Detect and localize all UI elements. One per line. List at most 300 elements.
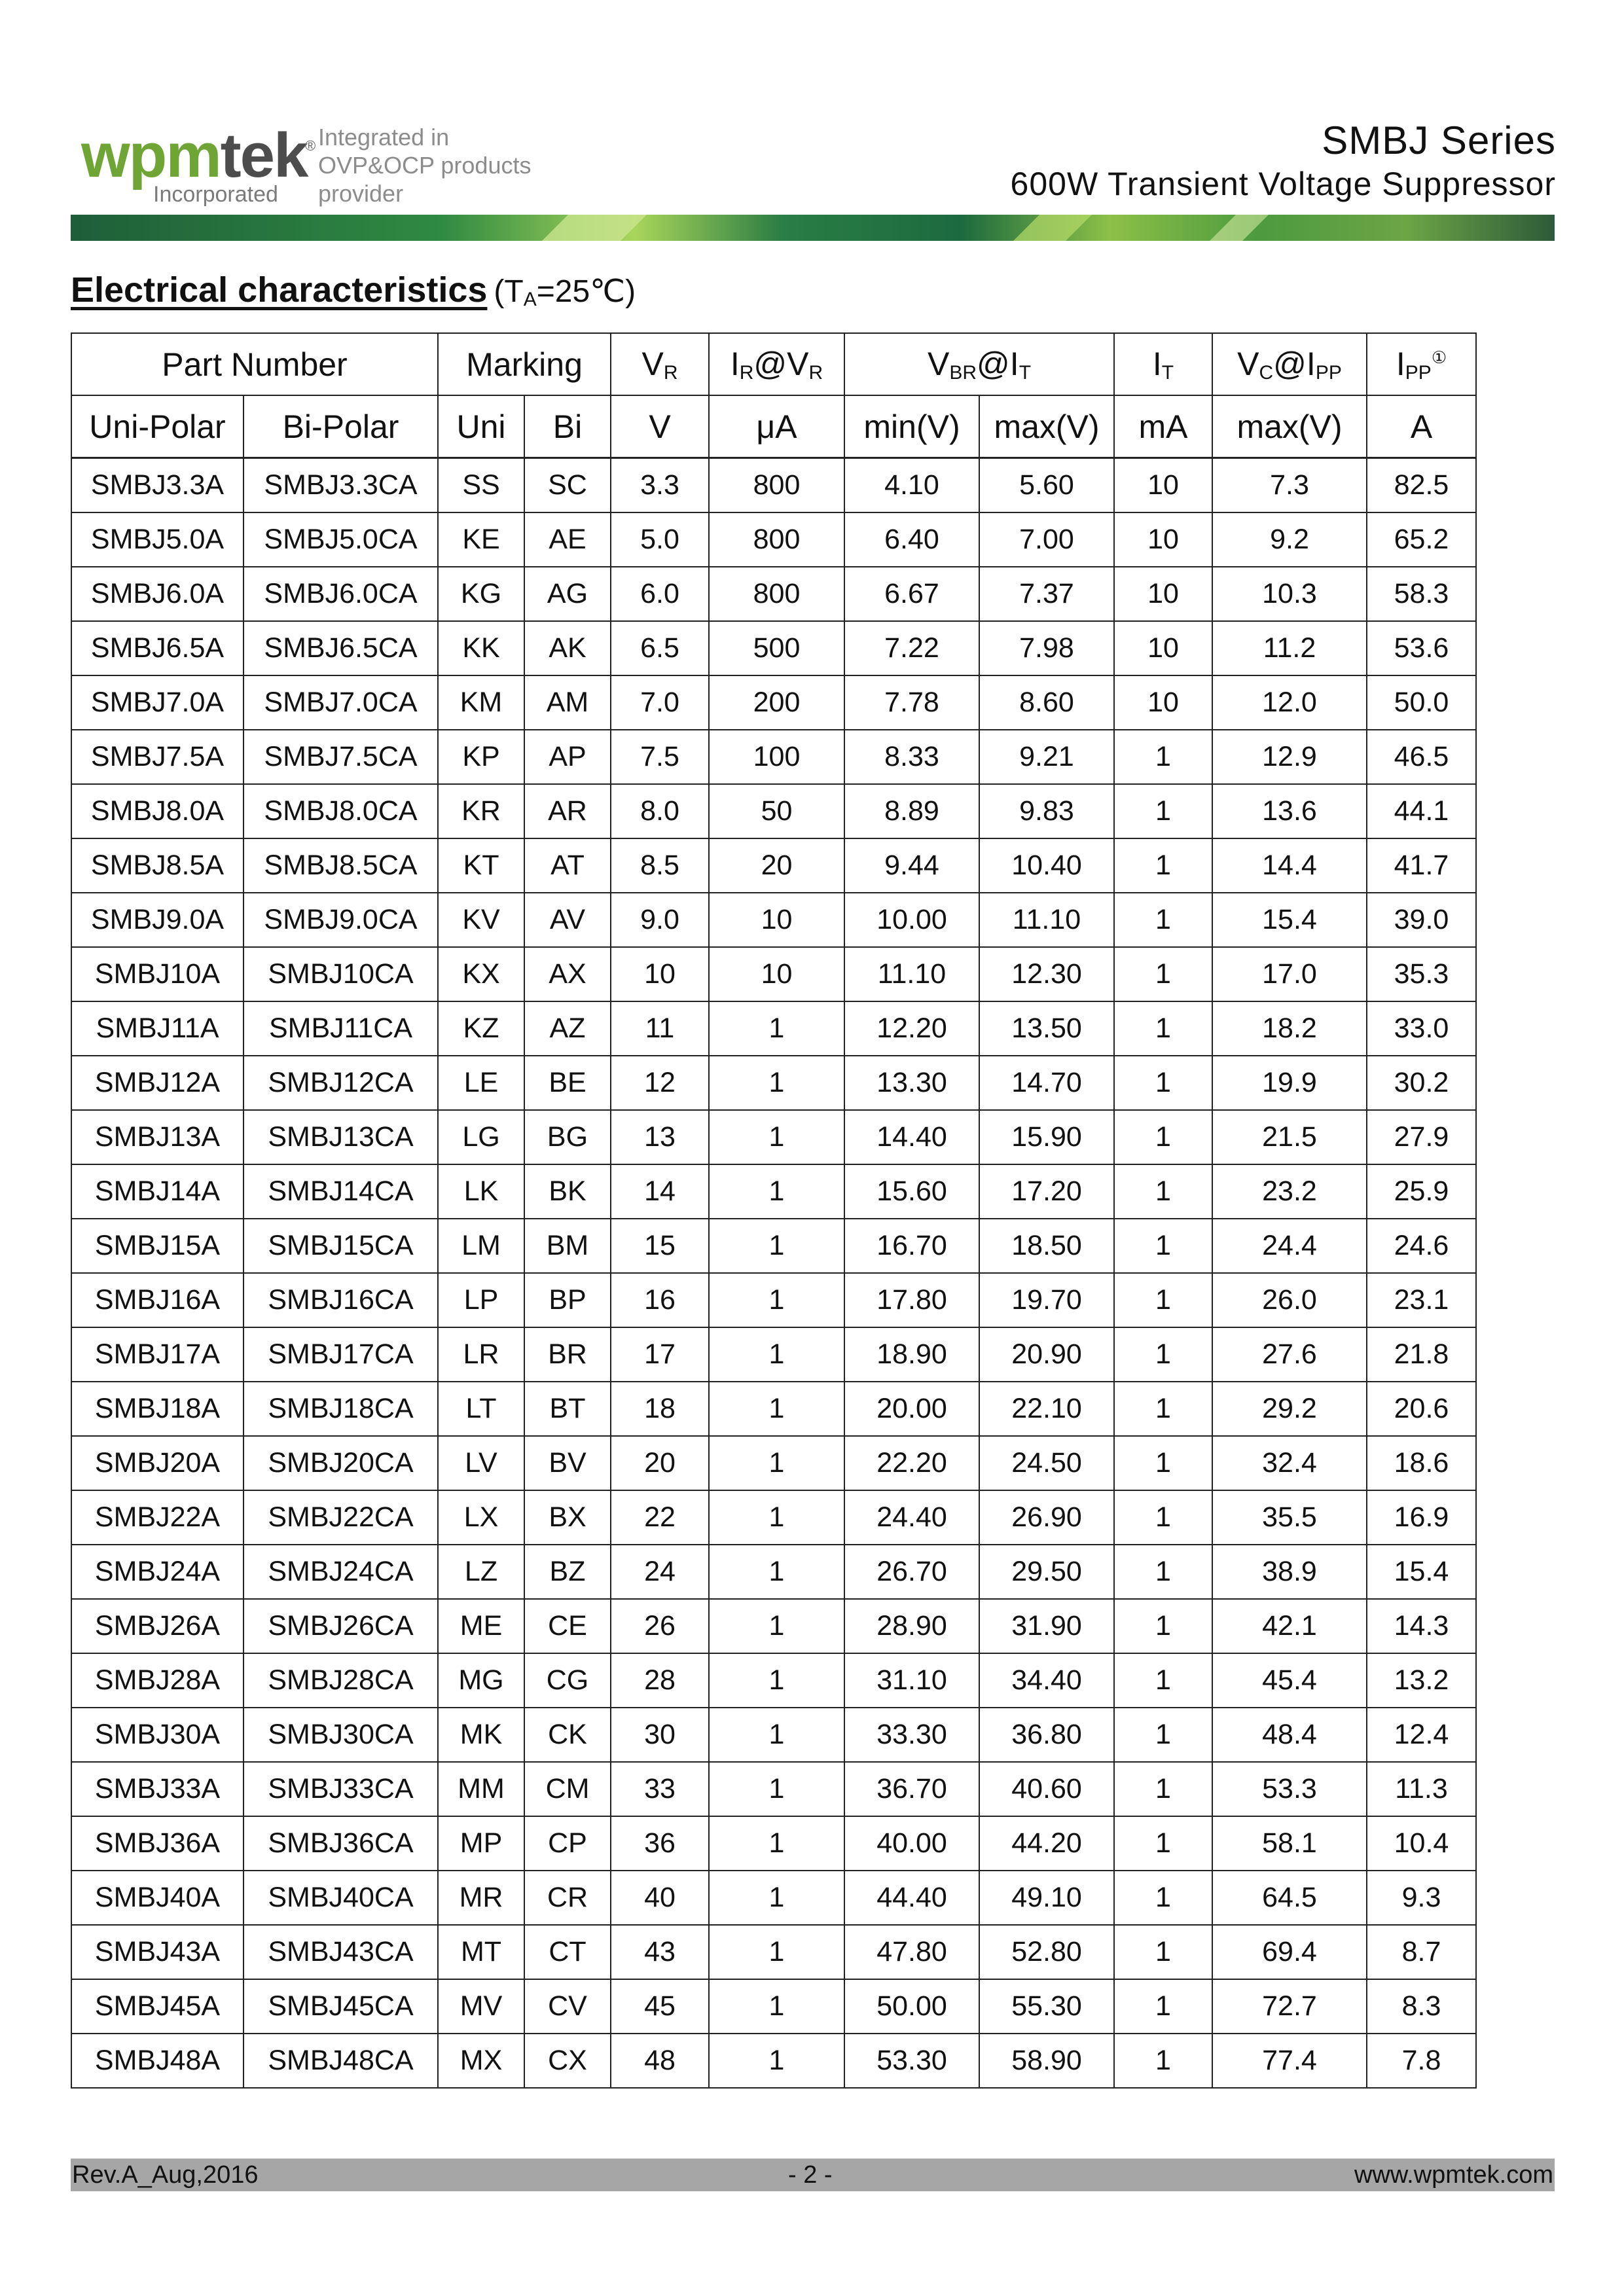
cell-uni-polar-part: SMBJ12A: [71, 1056, 244, 1110]
cell-vr: 15: [611, 1219, 709, 1273]
header-row-units: [71, 395, 1476, 458]
cell-ir: 1: [709, 1599, 844, 1653]
cell-vbr-max: 7.98: [979, 621, 1114, 675]
cell-uni-polar-part: SMBJ14A: [71, 1164, 244, 1219]
cell-vbr-min: 12.20: [844, 1001, 979, 1056]
cell-vbr-max: 7.37: [979, 567, 1114, 621]
cell-it: 1: [1114, 947, 1212, 1001]
cell-vc-max: 35.5: [1212, 1490, 1367, 1545]
cell-vc-max: 27.6: [1212, 1327, 1367, 1382]
logo-incorporated: Incorporated: [153, 182, 278, 207]
header-it: $I_T$: [1114, 333, 1212, 395]
cell-vr: 14: [611, 1164, 709, 1219]
cell-marking-bi: BE: [524, 1056, 611, 1110]
cell-vbr-max: 13.50: [979, 1001, 1114, 1056]
table-row: [71, 838, 1476, 893]
cell-marking-bi: CR: [524, 1871, 611, 1925]
cell-bi-polar-part: SMBJ13CA: [244, 1110, 438, 1164]
cell-ir: 10: [709, 947, 844, 1001]
cell-ipp: 25.9: [1367, 1164, 1476, 1219]
cell-bi-polar-part: SMBJ16CA: [244, 1273, 438, 1327]
cell-uni-polar-part: SMBJ33A: [71, 1762, 244, 1816]
cell-it: 1: [1114, 893, 1212, 947]
cell-ipp: 13.2: [1367, 1653, 1476, 1708]
table-row: [71, 1490, 1476, 1545]
cell-vc-max: 64.5: [1212, 1871, 1367, 1925]
cell-ir: 1: [709, 1653, 844, 1708]
cell-marking-bi: AZ: [524, 1001, 611, 1056]
cell-bi-polar-part: SMBJ28CA: [244, 1653, 438, 1708]
cell-vr: 8.0: [611, 784, 709, 838]
section-heading: [71, 267, 636, 323]
cell-it: 1: [1114, 1436, 1212, 1490]
cell-marking-uni: KV: [438, 893, 524, 947]
cell-vr: 7.5: [611, 730, 709, 784]
cell-vc-max: 72.7: [1212, 1979, 1367, 2034]
cell-uni-polar-part: SMBJ6.5A: [71, 621, 244, 675]
cell-vc-max: 48.4: [1212, 1708, 1367, 1762]
cell-vc-max: 17.0: [1212, 947, 1367, 1001]
cell-uni-polar-part: SMBJ15A: [71, 1219, 244, 1273]
cell-marking-bi: AK: [524, 621, 611, 675]
cell-ipp: 18.6: [1367, 1436, 1476, 1490]
cell-vbr-max: 19.70: [979, 1273, 1114, 1327]
cell-marking-bi: CP: [524, 1816, 611, 1871]
cell-vbr-min: 44.40: [844, 1871, 979, 1925]
table-row: [71, 1164, 1476, 1219]
section-title: Electrical characteristics: [71, 270, 488, 310]
subheader-vbr-max: max(V): [979, 395, 1114, 458]
cell-ipp: 11.3: [1367, 1762, 1476, 1816]
cell-vbr-max: 36.80: [979, 1708, 1114, 1762]
cell-uni-polar-part: SMBJ6.0A: [71, 567, 244, 621]
cell-ipp: 82.5: [1367, 458, 1476, 513]
cell-marking-uni: KT: [438, 838, 524, 893]
cell-bi-polar-part: SMBJ33CA: [244, 1762, 438, 1816]
cell-vr: 43: [611, 1925, 709, 1979]
cell-vbr-max: 52.80: [979, 1925, 1114, 1979]
table-row: [71, 1871, 1476, 1925]
cell-it: 10: [1114, 567, 1212, 621]
header-marking: Marking: [438, 333, 611, 395]
cell-ir: 800: [709, 567, 844, 621]
cell-marking-bi: BV: [524, 1436, 611, 1490]
cell-it: 10: [1114, 675, 1212, 730]
cell-vbr-max: 29.50: [979, 1545, 1114, 1599]
cell-ipp: 15.4: [1367, 1545, 1476, 1599]
cell-marking-bi: AV: [524, 893, 611, 947]
table-row: [71, 784, 1476, 838]
cell-uni-polar-part: SMBJ9.0A: [71, 893, 244, 947]
footer-website[interactable]: www.wpmtek.com: [1354, 2161, 1553, 2189]
cell-ir: 1: [709, 1056, 844, 1110]
subheader-bi-polar: Bi-Polar: [244, 395, 438, 458]
cell-ipp: 7.8: [1367, 2034, 1476, 2088]
cell-ipp: 8.3: [1367, 1979, 1476, 2034]
table-row: [71, 1001, 1476, 1056]
cell-uni-polar-part: SMBJ40A: [71, 1871, 244, 1925]
cell-ir: 10: [709, 893, 844, 947]
cell-vbr-min: 50.00: [844, 1979, 979, 2034]
cell-vbr-min: 17.80: [844, 1273, 979, 1327]
table-row: [71, 1599, 1476, 1653]
cell-ipp: 10.4: [1367, 1816, 1476, 1871]
cell-vbr-min: 22.20: [844, 1436, 979, 1490]
cell-uni-polar-part: SMBJ45A: [71, 1979, 244, 2034]
cell-it: 1: [1114, 1653, 1212, 1708]
cell-ir: 800: [709, 458, 844, 513]
subheader-uni-polar: Uni-Polar: [71, 395, 244, 458]
subheader-it-unit: mA: [1114, 395, 1212, 458]
table-row: [71, 1382, 1476, 1436]
cell-vbr-max: 9.21: [979, 730, 1114, 784]
table-row: [71, 1219, 1476, 1273]
cell-vbr-max: 44.20: [979, 1816, 1114, 1871]
cell-vc-max: 23.2: [1212, 1164, 1367, 1219]
cell-it: 1: [1114, 1327, 1212, 1382]
cell-vc-max: 7.3: [1212, 458, 1367, 513]
table-row: [71, 675, 1476, 730]
cell-it: 1: [1114, 1979, 1212, 2034]
cell-vbr-max: 40.60: [979, 1762, 1114, 1816]
cell-bi-polar-part: SMBJ8.0CA: [244, 784, 438, 838]
cell-ir: 1: [709, 1545, 844, 1599]
cell-marking-uni: KZ: [438, 1001, 524, 1056]
cell-marking-uni: MX: [438, 2034, 524, 2088]
cell-bi-polar-part: SMBJ40CA: [244, 1871, 438, 1925]
footer-revision: Rev.A_Aug,2016: [72, 2161, 259, 2189]
table-row: [71, 1979, 1476, 2034]
cell-ipp: 30.2: [1367, 1056, 1476, 1110]
series-subtitle: 600W Transient Voltage Suppressor: [1010, 166, 1556, 202]
cell-vbr-max: 49.10: [979, 1871, 1114, 1925]
cell-bi-polar-part: SMBJ45CA: [244, 1979, 438, 2034]
cell-vc-max: 15.4: [1212, 893, 1367, 947]
cell-uni-polar-part: SMBJ22A: [71, 1490, 244, 1545]
logo-wordmark: wpmtek: [81, 120, 308, 190]
cell-vc-max: 19.9: [1212, 1056, 1367, 1110]
cell-vbr-max: 8.60: [979, 675, 1114, 730]
cell-marking-bi: BZ: [524, 1545, 611, 1599]
cell-uni-polar-part: SMBJ30A: [71, 1708, 244, 1762]
cell-vbr-min: 8.33: [844, 730, 979, 784]
cell-ipp: 58.3: [1367, 567, 1476, 621]
cell-ir: 1: [709, 1816, 844, 1871]
cell-vbr-min: 7.78: [844, 675, 979, 730]
cell-vbr-max: 11.10: [979, 893, 1114, 947]
table-body: [71, 458, 1476, 2089]
subheader-ipp-unit: A: [1367, 395, 1476, 458]
cell-vr: 18: [611, 1382, 709, 1436]
cell-uni-polar-part: SMBJ5.0A: [71, 512, 244, 567]
cell-marking-uni: LK: [438, 1164, 524, 1219]
cell-marking-uni: LP: [438, 1273, 524, 1327]
cell-vbr-min: 15.60: [844, 1164, 979, 1219]
cell-ir: 100: [709, 730, 844, 784]
cell-bi-polar-part: SMBJ6.0CA: [244, 567, 438, 621]
cell-it: 1: [1114, 1599, 1212, 1653]
cell-marking-uni: SS: [438, 458, 524, 513]
cell-vc-max: 42.1: [1212, 1599, 1367, 1653]
header-part-number: Part Number: [71, 333, 438, 395]
cell-vc-max: 12.0: [1212, 675, 1367, 730]
cell-vc-max: 45.4: [1212, 1653, 1367, 1708]
cell-marking-uni: ME: [438, 1599, 524, 1653]
table-row: [71, 458, 1476, 513]
header-vc-at-ipp: $V_C@I_{PP}$: [1212, 333, 1367, 395]
cell-it: 1: [1114, 1762, 1212, 1816]
cell-it: 1: [1114, 1490, 1212, 1545]
cell-ir: 800: [709, 512, 844, 567]
cell-vr: 24: [611, 1545, 709, 1599]
cell-bi-polar-part: SMBJ15CA: [244, 1219, 438, 1273]
subheader-vr-unit: V: [611, 395, 709, 458]
cell-ir: 200: [709, 675, 844, 730]
cell-vbr-min: 20.00: [844, 1382, 979, 1436]
cell-marking-bi: AP: [524, 730, 611, 784]
header-vbr-at-it: $V_{BR}@I_T$: [844, 333, 1114, 395]
electrical-characteristics-table: [71, 332, 1477, 2089]
cell-vr: 12: [611, 1056, 709, 1110]
cell-ipp: 33.0: [1367, 1001, 1476, 1056]
cell-vc-max: 53.3: [1212, 1762, 1367, 1816]
table-row: [71, 1110, 1476, 1164]
cell-it: 1: [1114, 784, 1212, 838]
cell-it: 1: [1114, 1871, 1212, 1925]
cell-ir: 1: [709, 1164, 844, 1219]
cell-vr: 11: [611, 1001, 709, 1056]
cell-marking-bi: CG: [524, 1653, 611, 1708]
cell-vbr-min: 47.80: [844, 1925, 979, 1979]
cell-ir: 1: [709, 1327, 844, 1382]
cell-vbr-max: 22.10: [979, 1382, 1114, 1436]
cell-marking-bi: CV: [524, 1979, 611, 2034]
section-condition: $(T_A=25℃)$: [494, 274, 636, 310]
cell-vbr-min: 33.30: [844, 1708, 979, 1762]
cell-vbr-min: 36.70: [844, 1762, 979, 1816]
cell-vbr-min: 13.30: [844, 1056, 979, 1110]
cell-it: 1: [1114, 1273, 1212, 1327]
cell-uni-polar-part: SMBJ7.0A: [71, 675, 244, 730]
cell-vr: 22: [611, 1490, 709, 1545]
cell-ir: 1: [709, 1273, 844, 1327]
cell-uni-polar-part: SMBJ43A: [71, 1925, 244, 1979]
cell-ir: 1: [709, 1979, 844, 2034]
table-row: [71, 2034, 1476, 2088]
cell-marking-bi: CM: [524, 1762, 611, 1816]
cell-vr: 3.3: [611, 458, 709, 513]
cell-marking-uni: MR: [438, 1871, 524, 1925]
cell-marking-bi: CT: [524, 1925, 611, 1979]
cell-marking-uni: KX: [438, 947, 524, 1001]
cell-marking-uni: LM: [438, 1219, 524, 1273]
cell-it: 10: [1114, 512, 1212, 567]
cell-uni-polar-part: SMBJ18A: [71, 1382, 244, 1436]
table-row: [71, 1708, 1476, 1762]
cell-vbr-max: 5.60: [979, 458, 1114, 513]
header-stripe: [71, 215, 1555, 241]
cell-marking-uni: MG: [438, 1653, 524, 1708]
cell-vr: 5.0: [611, 512, 709, 567]
cell-marking-uni: MT: [438, 1925, 524, 1979]
cell-vbr-max: 17.20: [979, 1164, 1114, 1219]
cell-vbr-max: 15.90: [979, 1110, 1114, 1164]
cell-it: 10: [1114, 621, 1212, 675]
cell-bi-polar-part: SMBJ8.5CA: [244, 838, 438, 893]
cell-marking-uni: LT: [438, 1382, 524, 1436]
cell-bi-polar-part: SMBJ6.5CA: [244, 621, 438, 675]
cell-vr: 26: [611, 1599, 709, 1653]
cell-vr: 40: [611, 1871, 709, 1925]
cell-vbr-min: 4.10: [844, 458, 979, 513]
company-logo: [81, 120, 323, 209]
cell-ipp: 46.5: [1367, 730, 1476, 784]
cell-vbr-min: 53.30: [844, 2034, 979, 2088]
cell-ir: 1: [709, 1490, 844, 1545]
cell-marking-bi: BK: [524, 1164, 611, 1219]
cell-marking-uni: MV: [438, 1979, 524, 2034]
cell-ir: 1: [709, 1436, 844, 1490]
table-row: [71, 567, 1476, 621]
cell-marking-uni: MM: [438, 1762, 524, 1816]
cell-uni-polar-part: SMBJ28A: [71, 1653, 244, 1708]
cell-marking-bi: AX: [524, 947, 611, 1001]
cell-vbr-min: 14.40: [844, 1110, 979, 1164]
cell-uni-polar-part: SMBJ24A: [71, 1545, 244, 1599]
cell-marking-bi: BX: [524, 1490, 611, 1545]
cell-marking-bi: BR: [524, 1327, 611, 1382]
cell-uni-polar-part: SMBJ16A: [71, 1273, 244, 1327]
table-row: [71, 1816, 1476, 1871]
cell-ipp: 14.3: [1367, 1599, 1476, 1653]
cell-bi-polar-part: SMBJ7.0CA: [244, 675, 438, 730]
cell-ir: 1: [709, 1925, 844, 1979]
cell-ir: 1: [709, 1219, 844, 1273]
cell-vbr-max: 24.50: [979, 1436, 1114, 1490]
cell-it: 1: [1114, 1816, 1212, 1871]
cell-vr: 8.5: [611, 838, 709, 893]
cell-marking-uni: LE: [438, 1056, 524, 1110]
cell-ipp: 39.0: [1367, 893, 1476, 947]
cell-marking-uni: LX: [438, 1490, 524, 1545]
cell-bi-polar-part: SMBJ10CA: [244, 947, 438, 1001]
cell-ir: 500: [709, 621, 844, 675]
cell-it: 1: [1114, 1382, 1212, 1436]
cell-vr: 33: [611, 1762, 709, 1816]
cell-marking-uni: LZ: [438, 1545, 524, 1599]
cell-uni-polar-part: SMBJ11A: [71, 1001, 244, 1056]
cell-ipp: 20.6: [1367, 1382, 1476, 1436]
cell-bi-polar-part: SMBJ5.0CA: [244, 512, 438, 567]
cell-vr: 10: [611, 947, 709, 1001]
cell-vr: 6.5: [611, 621, 709, 675]
cell-vbr-max: 55.30: [979, 1979, 1114, 2034]
subheader-marking-uni: Uni: [438, 395, 524, 458]
table-row: [71, 893, 1476, 947]
cell-it: 1: [1114, 1219, 1212, 1273]
table-row: [71, 1653, 1476, 1708]
cell-marking-bi: AR: [524, 784, 611, 838]
cell-bi-polar-part: SMBJ14CA: [244, 1164, 438, 1219]
cell-it: 1: [1114, 1164, 1212, 1219]
cell-bi-polar-part: SMBJ30CA: [244, 1708, 438, 1762]
cell-marking-uni: KM: [438, 675, 524, 730]
cell-ipp: 8.7: [1367, 1925, 1476, 1979]
cell-marking-bi: CE: [524, 1599, 611, 1653]
cell-uni-polar-part: SMBJ26A: [71, 1599, 244, 1653]
cell-vr: 6.0: [611, 567, 709, 621]
cell-vr: 36: [611, 1816, 709, 1871]
cell-bi-polar-part: SMBJ12CA: [244, 1056, 438, 1110]
cell-marking-bi: AT: [524, 838, 611, 893]
cell-vc-max: 38.9: [1212, 1545, 1367, 1599]
cell-vbr-max: 31.90: [979, 1599, 1114, 1653]
cell-it: 1: [1114, 2034, 1212, 2088]
table-row: [71, 1436, 1476, 1490]
cell-vbr-max: 26.90: [979, 1490, 1114, 1545]
cell-marking-uni: LV: [438, 1436, 524, 1490]
cell-vc-max: 10.3: [1212, 567, 1367, 621]
cell-ir: 1: [709, 1110, 844, 1164]
cell-marking-bi: BT: [524, 1382, 611, 1436]
cell-uni-polar-part: SMBJ8.0A: [71, 784, 244, 838]
cell-vbr-min: 6.67: [844, 567, 979, 621]
cell-ipp: 16.9: [1367, 1490, 1476, 1545]
cell-vc-max: 24.4: [1212, 1219, 1367, 1273]
cell-vbr-max: 12.30: [979, 947, 1114, 1001]
cell-bi-polar-part: SMBJ26CA: [244, 1599, 438, 1653]
cell-vbr-max: 10.40: [979, 838, 1114, 893]
cell-it: 1: [1114, 1545, 1212, 1599]
cell-vbr-min: 31.10: [844, 1653, 979, 1708]
cell-vbr-min: 18.90: [844, 1327, 979, 1382]
cell-it: 1: [1114, 730, 1212, 784]
cell-uni-polar-part: SMBJ36A: [71, 1816, 244, 1871]
cell-it: 1: [1114, 1708, 1212, 1762]
cell-it: 1: [1114, 1056, 1212, 1110]
cell-vr: 16: [611, 1273, 709, 1327]
cell-vbr-min: 28.90: [844, 1599, 979, 1653]
cell-vr: 7.0: [611, 675, 709, 730]
cell-vbr-max: 58.90: [979, 2034, 1114, 2088]
cell-uni-polar-part: SMBJ3.3A: [71, 458, 244, 513]
cell-vc-max: 11.2: [1212, 621, 1367, 675]
footer-page-number: - 2 -: [788, 2161, 833, 2189]
cell-vc-max: 21.5: [1212, 1110, 1367, 1164]
cell-marking-uni: KP: [438, 730, 524, 784]
cell-marking-uni: KE: [438, 512, 524, 567]
cell-vc-max: 29.2: [1212, 1382, 1367, 1436]
cell-vbr-min: 40.00: [844, 1816, 979, 1871]
cell-vbr-min: 10.00: [844, 893, 979, 947]
cell-marking-uni: KR: [438, 784, 524, 838]
cell-marking-bi: AE: [524, 512, 611, 567]
subheader-ir-unit: μA: [709, 395, 844, 458]
cell-uni-polar-part: SMBJ20A: [71, 1436, 244, 1490]
cell-marking-uni: LG: [438, 1110, 524, 1164]
cell-vbr-max: 20.90: [979, 1327, 1114, 1382]
cell-ir: 1: [709, 2034, 844, 2088]
cell-vbr-min: 26.70: [844, 1545, 979, 1599]
cell-vr: 28: [611, 1653, 709, 1708]
cell-vbr-max: 14.70: [979, 1056, 1114, 1110]
cell-uni-polar-part: SMBJ17A: [71, 1327, 244, 1382]
cell-vbr-max: 9.83: [979, 784, 1114, 838]
cell-uni-polar-part: SMBJ7.5A: [71, 730, 244, 784]
cell-bi-polar-part: SMBJ24CA: [244, 1545, 438, 1599]
cell-bi-polar-part: SMBJ17CA: [244, 1327, 438, 1382]
cell-bi-polar-part: SMBJ18CA: [244, 1382, 438, 1436]
